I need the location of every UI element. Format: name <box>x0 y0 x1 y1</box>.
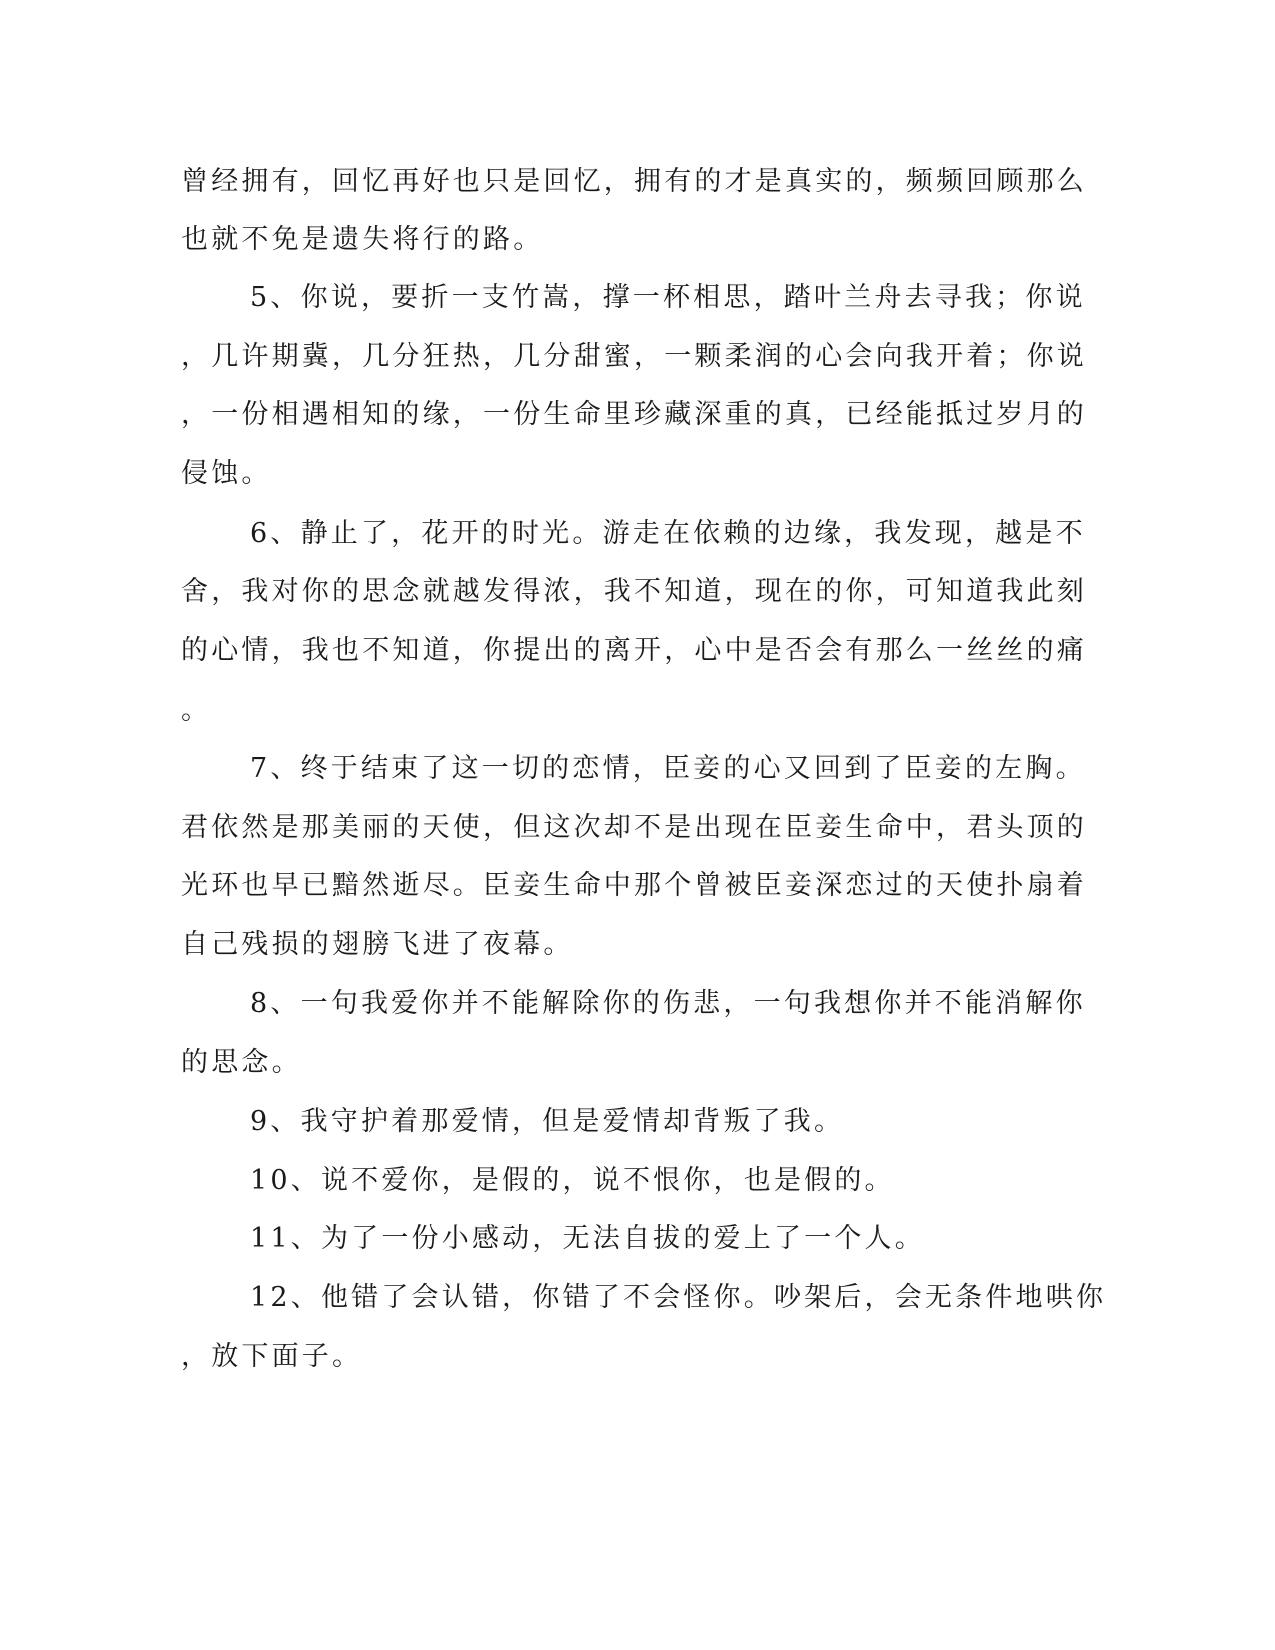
text-line: 5、你说，要折一支竹嵩，撑一杯相思，踏叶兰舟去寻我；你说 <box>250 282 1086 313</box>
text-line: 12、他错了会认错，你错了不会怪你。吵架后，会无条件地哄你 <box>250 1282 1107 1313</box>
text-line: 自己残损的翅膀飞进了夜幕。 <box>181 929 574 960</box>
text-line: 11、为了一份小感动，无法自拔的爱上了一个人。 <box>250 1223 925 1254</box>
text-line: 的思念。 <box>181 1047 302 1078</box>
text-line: 曾经拥有，回忆再好也只是回忆，拥有的才是真实的，频频回顾那么 <box>181 166 1087 197</box>
text-line: 的心情，我也不知道，你提出的离开，心中是否会有那么一丝丝的痛 <box>181 635 1087 666</box>
text-line: 君依然是那美丽的天使，但这次却不是出现在臣妾生命中，君头顶的 <box>181 812 1087 843</box>
text-line: ，一份相遇相知的缘，一份生命里珍藏深重的真，已经能抵过岁月的 <box>181 399 1087 430</box>
text-line: 也就不免是遗失将行的路。 <box>181 224 544 255</box>
text-line: 7、终于结束了这一切的恋情，臣妾的心又回到了臣妾的左胸。 <box>250 753 1086 784</box>
text-line: ，放下面子。 <box>181 1341 363 1372</box>
text-line: 6、静止了，花开的时光。游走在依赖的边缘，我发现，越是不 <box>250 518 1086 549</box>
text-line: 8、一句我爱你并不能解除你的伤悲，一句我想你并不能消解你 <box>250 988 1086 1019</box>
text-line: 舍，我对你的思念就越发得浓，我不知道，现在的你，可知道我此刻 <box>181 576 1087 607</box>
text-line: ，几许期冀，几分狂热，几分甜蜜，一颗柔润的心会向我开着；你说 <box>181 341 1087 372</box>
text-line: 9、我守护着那爱情，但是爱情却背叛了我。 <box>250 1106 845 1137</box>
text-line: 光环也早已黯然逝尽。臣妾生命中那个曾被臣妾深恋过的天使扑扇着 <box>181 870 1087 901</box>
text-line: 侵蚀。 <box>181 458 272 489</box>
text-line: 。 <box>181 695 212 726</box>
text-line: 10、说不爱你，是假的，说不恨你，也是假的。 <box>250 1165 895 1196</box>
